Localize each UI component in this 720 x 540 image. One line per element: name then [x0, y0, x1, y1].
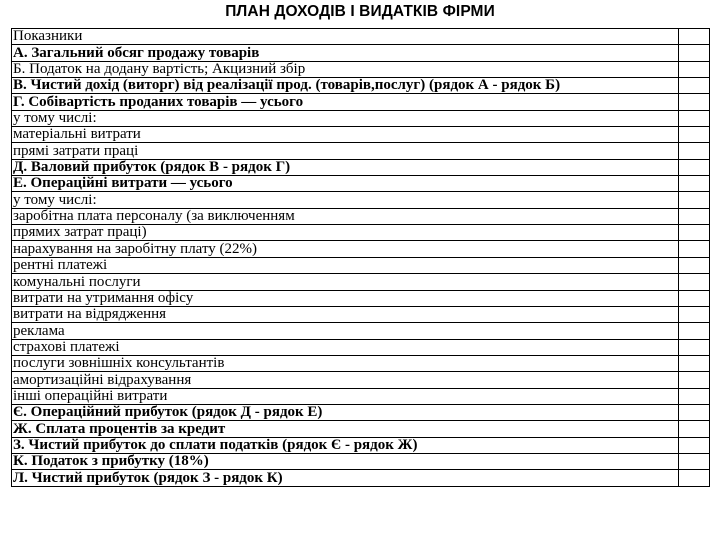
row-value-cell[interactable] — [679, 176, 710, 192]
row-label: К. Податок з прибутку (18%) — [12, 453, 679, 469]
row-label: заробітна плата персоналу (за виключенням — [12, 208, 679, 224]
table-row — [12, 78, 710, 94]
row-label: послуги зовнішніх консультантів — [12, 355, 679, 371]
row-label: у тому числі: — [12, 192, 679, 208]
row-value-cell[interactable] — [679, 388, 710, 404]
row-value-cell[interactable] — [679, 78, 710, 94]
table-row — [12, 159, 710, 175]
table-row — [12, 470, 710, 486]
row-label: страхові платежі — [12, 339, 679, 355]
row-label: матеріальні витрати — [12, 127, 679, 143]
table-row — [12, 143, 710, 159]
row-label: інші операційні витрати — [12, 388, 679, 404]
row-label: прямі затрати праці — [12, 143, 679, 159]
document-title: ПЛАН ДОХОДІВ І ВИДАТКІВ ФІРМИ — [225, 3, 495, 20]
table-body — [12, 29, 710, 487]
table-row — [12, 388, 710, 404]
row-value-cell[interactable] — [679, 29, 710, 45]
row-value-cell[interactable] — [679, 225, 710, 241]
table-row — [12, 323, 710, 339]
row-value-cell[interactable] — [679, 421, 710, 437]
row-value-cell[interactable] — [679, 306, 710, 322]
row-value-cell[interactable] — [679, 437, 710, 453]
row-value-cell[interactable] — [679, 127, 710, 143]
table-row — [12, 61, 710, 77]
row-value-cell[interactable] — [679, 323, 710, 339]
table-row — [12, 339, 710, 355]
row-value-cell[interactable] — [679, 192, 710, 208]
row-label: Б. Податок на додану вартість; Акцизний збір — [12, 61, 679, 77]
table-row — [12, 94, 710, 110]
table-row — [12, 29, 710, 45]
row-label: рентні платежі — [12, 257, 679, 273]
row-label: реклама — [12, 323, 679, 339]
row-label: Ж. Сплата процентів за кредит — [12, 421, 679, 437]
row-value-cell[interactable] — [679, 241, 710, 257]
row-value-cell[interactable] — [679, 404, 710, 420]
row-value-cell[interactable] — [679, 355, 710, 371]
row-label: нарахування на заробітну плату (22%) — [12, 241, 679, 257]
table-row — [12, 241, 710, 257]
table-row — [12, 110, 710, 126]
table-row — [12, 355, 710, 371]
row-value-cell[interactable] — [679, 208, 710, 224]
table-row — [12, 306, 710, 322]
row-label: Е. Операційні витрати — усього — [12, 176, 679, 192]
row-value-cell[interactable] — [679, 61, 710, 77]
row-value-cell[interactable] — [679, 339, 710, 355]
row-label: Є. Операційний прибуток (рядок Д - рядок Е) — [12, 404, 679, 420]
row-label: комунальні послуги — [12, 274, 679, 290]
table-row — [12, 45, 710, 61]
row-value-cell[interactable] — [679, 372, 710, 388]
row-label: прямих затрат праці) — [12, 225, 679, 241]
row-value-cell[interactable] — [679, 257, 710, 273]
table-row — [12, 453, 710, 469]
table-row — [12, 274, 710, 290]
row-value-cell[interactable] — [679, 110, 710, 126]
row-value-cell[interactable] — [679, 470, 710, 486]
row-value-cell[interactable] — [679, 274, 710, 290]
row-label: у тому числі: — [12, 110, 679, 126]
table-row — [12, 404, 710, 420]
row-label: витрати на відрядження — [12, 306, 679, 322]
table-row — [12, 290, 710, 306]
row-value-cell[interactable] — [679, 143, 710, 159]
row-value-cell[interactable] — [679, 45, 710, 61]
row-value-cell[interactable] — [679, 94, 710, 110]
row-label: Д. Валовий прибуток (рядок В - рядок Г) — [12, 159, 679, 175]
table-row — [12, 208, 710, 224]
row-label: В. Чистий дохід (виторг) від реалізації прод. (товарів,послуг) (рядок А - рядок Б) — [12, 78, 679, 94]
table-row — [12, 437, 710, 453]
table-row — [12, 372, 710, 388]
row-label: З. Чистий прибуток до сплати податків (рядок Є - рядок Ж) — [12, 437, 679, 453]
table-row — [12, 257, 710, 273]
table-row — [12, 192, 710, 208]
row-value-cell[interactable] — [679, 290, 710, 306]
row-label: Показники — [12, 29, 679, 45]
row-label: витрати на утримання офісу — [12, 290, 679, 306]
income-expense-table — [11, 28, 710, 487]
table-row — [12, 421, 710, 437]
row-label: Г. Собівартість проданих товарів — усього — [12, 94, 679, 110]
row-label: А. Загальний обсяг продажу товарів — [12, 45, 679, 61]
table-row — [12, 127, 710, 143]
table-row — [12, 176, 710, 192]
row-value-cell[interactable] — [679, 453, 710, 469]
table-row — [12, 225, 710, 241]
row-value-cell[interactable] — [679, 159, 710, 175]
row-label: Л. Чистий прибуток (рядок З - рядок К) — [12, 470, 679, 486]
row-label: амортизаційні відрахування — [12, 372, 679, 388]
